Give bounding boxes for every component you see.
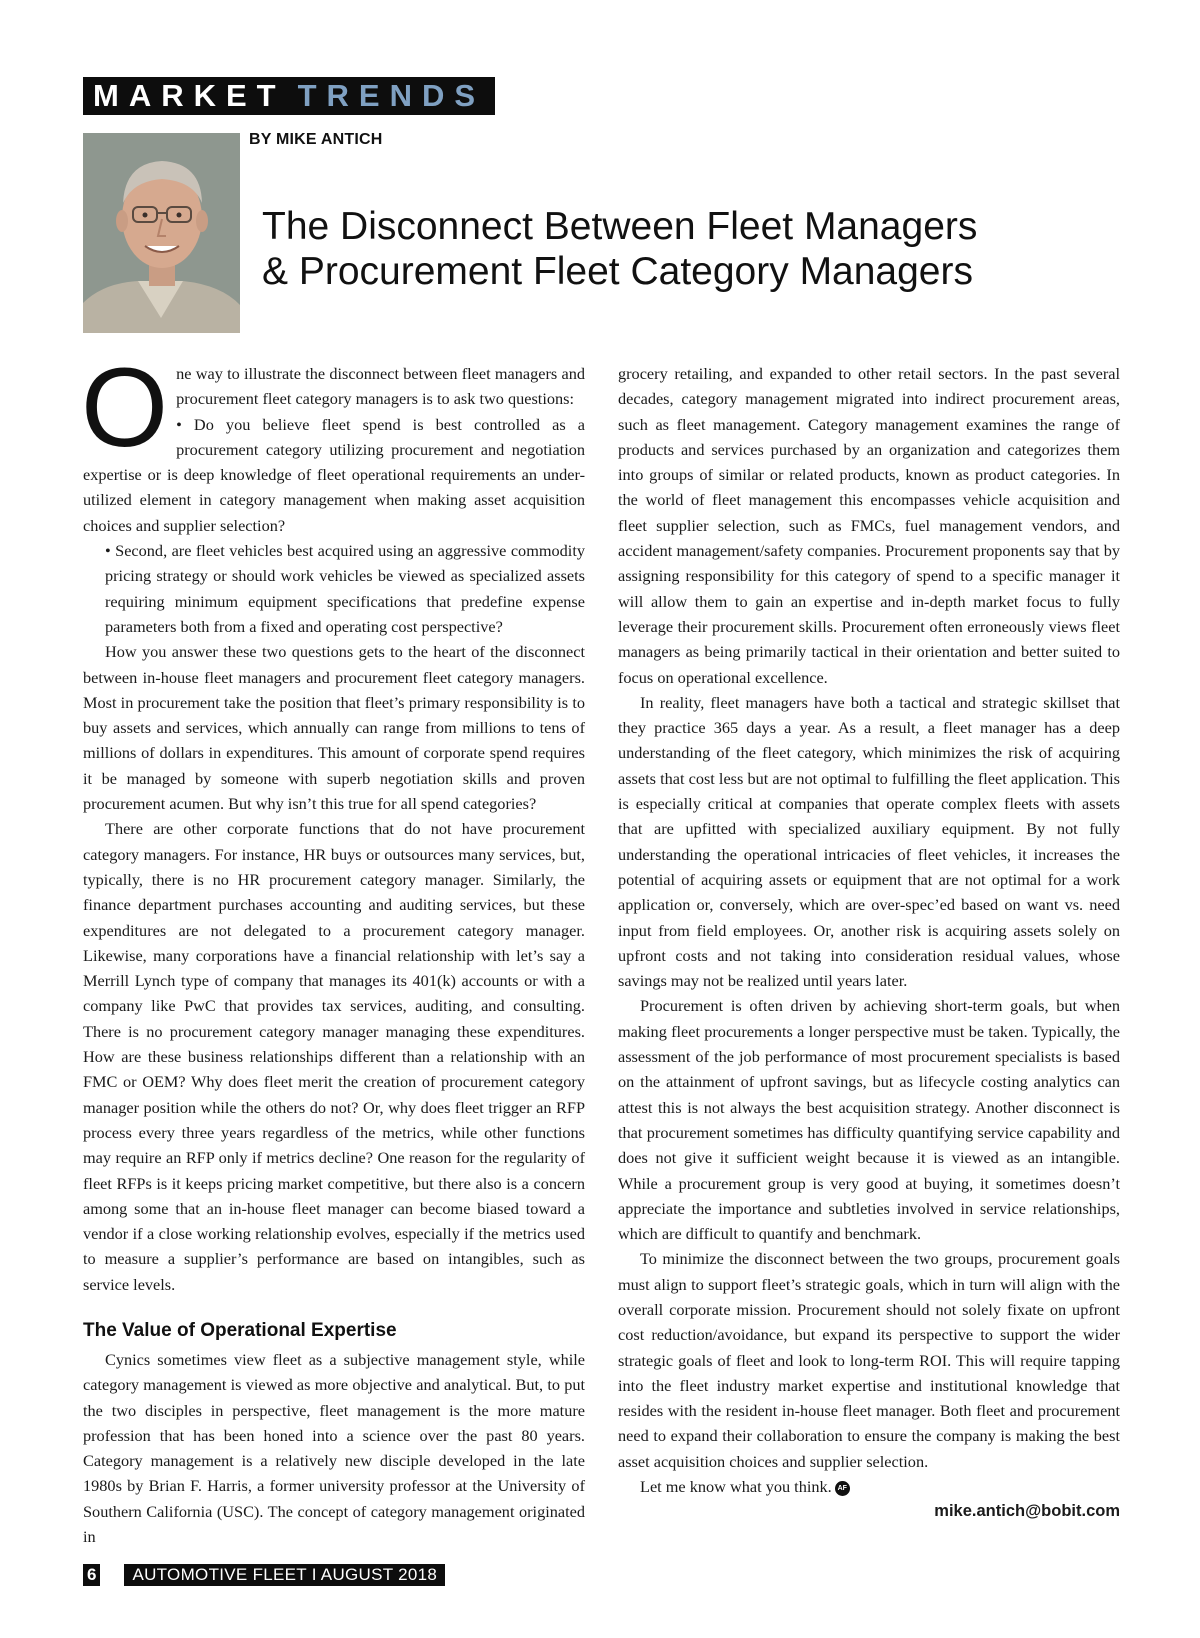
section-kicker-word1: MARKET xyxy=(93,78,286,113)
page-number: 6 xyxy=(83,1564,100,1586)
section-kicker xyxy=(83,77,495,115)
page-footer xyxy=(83,1564,445,1586)
lead-block xyxy=(81,345,585,538)
body-paragraph: How you answer these two questions gets to the heart of the disconnect between in-house fleet managers and procurement fleet category managers. Most in procurement take the position that fleet’s primary responsibility is to buy assets and services, which annually can range from millions to tens of millions of dollars in expenditures. This amount of corporate spend requires it be managed by someone with superb negotiation skills and proven procurement acumen. But why isn’t this true for all spend categories? xyxy=(83,642,585,814)
closing-line xyxy=(618,1474,1120,1499)
headline-line-2: & Procurement Fleet Category Managers xyxy=(262,250,973,293)
body-paragraph: Procurement is often driven by achieving short-term goals, but when making fleet procurements a longer perspective must be taken. Typically, the assessment of the job performance of most procurement specialists is based on the attainment of upfront savings, but as lifecycle costing analytics can attest this is not always the best acquisition strategy. Another disconnect is that procurement sometimes has difficulty quantifying service capability and does not give it sufficient weight because it is viewed as an intangible. While a procurement group is very good at buying, it sometimes doesn’t appreciate the importance and subtleties involved in service relationships, which are difficult to quantify and benchmark. xyxy=(618,996,1120,1244)
article-column-left xyxy=(81,345,585,1549)
closing-text: Let me know what you think. xyxy=(640,1477,832,1497)
author-photo xyxy=(83,133,240,333)
publication-line: AUTOMOTIVE FLEET I AUGUST 2018 xyxy=(124,1564,445,1586)
body-paragraph: There are other corporate functions that do not have procurement category managers. For instance, HR buys or outsources many services, but, typically, there is no HR procurement category manager. Similarly, the finance department purchases accounting and auditing services, but these expenditures are not delegated to a procurement category manager. Likewise, many corporations have a financial relationship with let’s say a Merrill Lynch type of company that manages its 401(k) accounts or with a company like PwC that provides tax services, auditing, and consulting. There is no procurement category manager managing these expenditures. How are these business relationships different than a relationship with an FMC or OEM? Why does fleet merit the creation of procurement category manager position while the others do not? Or, why does fleet trigger an RFP process every three years regardless of the metrics, while other functions may require an RFP only if metrics decline? One reason for the regularity of fleet RFPs is it keeps pricing market competitive, but there also is a concern among some that an in-house fleet manager can become biased toward a vendor if a close working relationship evolves, especially if the metrics used to measure a supplier’s performance are based on intangibles, such as service levels. xyxy=(83,819,585,1294)
author-portrait-illustration xyxy=(83,133,240,333)
byline: BY MIKE ANTICH xyxy=(249,131,383,148)
author-email[interactable]: mike.antich@bobit.com xyxy=(934,1502,1120,1521)
body-paragraph: In reality, fleet managers have both a tactical and strategic skillset that they practice 365 days a year. As a result, a fleet manager has a deep understanding of the fleet category, which minimizes the risk of acquiring assets that cost less but are not optimal to fulfilling the fleet application. This is especially critical at companies that operate complex fleets with assets that are upfitted with specialized auxiliary equipment. By not fully understanding the operational intricacies of fleet vehicles, it increases the potential of acquiring assets or equipment that are not optimal for a work application or, conversely, which are over-spec’ed based on want vs. need input from field employees. Or, another risk is acquiring assets solely on upfront costs and not taking into consideration residual values, whose savings may not be realized until years later. xyxy=(618,692,1120,991)
intro-paragraph: ne way to illustrate the disconnect between fleet managers and procurement fleet category managers is to ask two questions: xyxy=(176,364,585,409)
section-kicker-word2: TRENDS xyxy=(297,78,486,113)
section-subhead: The Value of Operational Expertise xyxy=(83,1319,397,1341)
article-headline xyxy=(262,204,1142,294)
question-bullet-1: • Do you believe fleet spend is best controlled as a procurement category utilizing procurement and negotiation expertise or is deep knowledge of fleet operational requirements an under-utilized element in category management when making asset acquisition choices and supplier selection? xyxy=(83,414,585,535)
question-bullet-2: • Second, are fleet vehicles best acquired using an aggressive commodity pricing strategy or should work vehicles be viewed as specialized assets requiring minimum equipment specifications that predefine expense parameters both from a fixed and operating cost perspective? xyxy=(105,541,585,636)
headline-line-1: The Disconnect Between Fleet Managers xyxy=(262,205,978,248)
drop-cap: O xyxy=(81,345,169,470)
article-column-right xyxy=(618,361,1120,1525)
body-paragraph: Cynics sometimes view fleet as a subjective management style, while category management is viewed as more objective and analytical. But, to put the two disciples in perspective, fleet management is the more mature profession that has been honed into a science over the past 80 years. Category management is a relatively new disciple developed in the late 1980s by Brian F. Harris, a former university professor at the University of Southern California (USC). The concept of category management originated in xyxy=(83,1349,585,1547)
end-mark-icon: AF xyxy=(835,1481,850,1496)
body-paragraph: To minimize the disconnect between the two groups, procurement goals must align to support fleet’s strategic goals, which in turn will align with the overall corporate mission. Procurement should not solely fixate on upfront cost reduction/avoidance, but expand its perspective to support the wider strategic goals of fleet and look to long-term ROI. This will require tapping into the fleet industry market expertise and institutional knowledge that resides with the resident in-house fleet manager. Both fleet and procurement need to expand their collaboration to ensure the company is making the best asset acquisition choices and supplier selection. xyxy=(618,1249,1120,1471)
body-paragraph-continued: grocery retailing, and expanded to other retail sectors. In the past several decades, category management migrated into indirect procurement areas, such as fleet management. Category management examines the range of products and services purchased by an organization and categorizes them into groups of similar or related products, known as product categories. In the world of fleet management this encompasses vehicle acquisition and fleet supplier selection, such as FMCs, fuel management vendors, and accident management/safety companies. Procurement proponents say that by assigning responsibility for this category of spend to a specific manager it will allow them to gain an expertise and in-depth market focus to fully leverage their procurement skills. Procurement often erroneously views fleet managers as being primarily tactical in their orientation and better suited to focus on operational excellence. xyxy=(618,364,1120,687)
